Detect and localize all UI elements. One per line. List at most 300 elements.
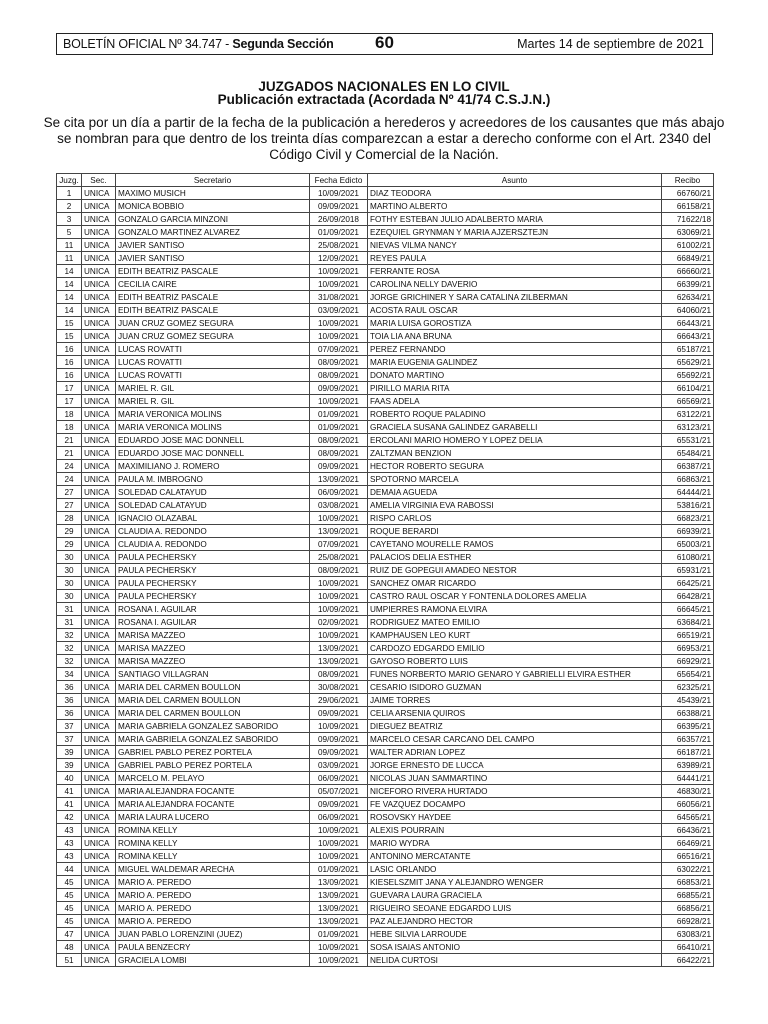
cell-recibo: 45439/21 [662, 694, 714, 707]
cell-secretario: LUCAS ROVATTI [116, 343, 310, 356]
cell-sec: UNICA [82, 928, 116, 941]
cell-secretario: PAULA PECHERSKY [116, 564, 310, 577]
table-row [57, 720, 714, 733]
cell-secretario: ROSANA I. AGUILAR [116, 603, 310, 616]
cell-secretario: PAULA PECHERSKY [116, 590, 310, 603]
table-row [57, 824, 714, 837]
cell-recibo: 66516/21 [662, 850, 714, 863]
cell-fecha: 09/09/2021 [310, 733, 368, 746]
cell-asunto: CAROLINA NELLY DAVERIO [368, 278, 662, 291]
cell-recibo: 66104/21 [662, 382, 714, 395]
table-row [57, 395, 714, 408]
cell-sec: UNICA [82, 642, 116, 655]
cell-fecha: 12/09/2021 [310, 252, 368, 265]
cell-secretario: MARIA DEL CARMEN BOULLON [116, 707, 310, 720]
cell-recibo: 66660/21 [662, 265, 714, 278]
cell-juzg: 47 [57, 928, 82, 941]
cell-recibo: 66158/21 [662, 200, 714, 213]
cell-asunto: TOIA LIA ANA BRUNA [368, 330, 662, 343]
table-row [57, 772, 714, 785]
cell-recibo: 66855/21 [662, 889, 714, 902]
cell-juzg: 29 [57, 538, 82, 551]
cell-juzg: 18 [57, 408, 82, 421]
cell-sec: UNICA [82, 824, 116, 837]
cell-recibo: 63022/21 [662, 863, 714, 876]
cell-recibo: 66425/21 [662, 577, 714, 590]
table-row [57, 941, 714, 954]
cell-juzg: 28 [57, 512, 82, 525]
cell-sec: UNICA [82, 720, 116, 733]
cell-fecha: 05/07/2021 [310, 785, 368, 798]
cell-secretario: EDUARDO JOSE MAC DONNELL [116, 447, 310, 460]
cell-secretario: CLAUDIA A. REDONDO [116, 538, 310, 551]
cell-recibo: 65003/21 [662, 538, 714, 551]
cell-sec: UNICA [82, 603, 116, 616]
cell-fecha: 10/09/2021 [310, 577, 368, 590]
table-row [57, 603, 714, 616]
cell-secretario: MARIO A. PEREDO [116, 902, 310, 915]
cell-fecha: 13/09/2021 [310, 473, 368, 486]
cell-asunto: HECTOR ROBERTO SEGURA [368, 460, 662, 473]
cell-asunto: ZALTZMAN BENZION [368, 447, 662, 460]
cell-recibo: 66422/21 [662, 954, 714, 967]
cell-sec: UNICA [82, 590, 116, 603]
cell-asunto: KAMPHAUSEN LEO KURT [368, 629, 662, 642]
table-row [57, 265, 714, 278]
cell-fecha: 08/09/2021 [310, 447, 368, 460]
cell-juzg: 14 [57, 278, 82, 291]
cell-asunto: NICEFORO RIVERA HURTADO [368, 785, 662, 798]
cell-sec: UNICA [82, 447, 116, 460]
table-row [57, 317, 714, 330]
cell-recibo: 64060/21 [662, 304, 714, 317]
cell-fecha: 10/09/2021 [310, 187, 368, 200]
cell-secretario: MARIA VERONICA MOLINS [116, 408, 310, 421]
cell-juzg: 27 [57, 499, 82, 512]
cell-recibo: 66388/21 [662, 707, 714, 720]
cell-fecha: 10/09/2021 [310, 330, 368, 343]
cell-asunto: CARDOZO EDGARDO EMILIO [368, 642, 662, 655]
cell-secretario: MARIA DEL CARMEN BOULLON [116, 694, 310, 707]
page-subtitle: Publicación extractada (Acordada Nº 41/74 C.S.J.N.) [217, 92, 551, 107]
table-row [57, 616, 714, 629]
table-body [57, 187, 714, 967]
cell-fecha: 01/09/2021 [310, 421, 368, 434]
cell-asunto: JORGE GRICHINER Y SARA CATALINA ZILBERMAN [368, 291, 662, 304]
cell-sec: UNICA [82, 876, 116, 889]
cell-secretario: JUAN PABLO LORENZINI (JUEZ) [116, 928, 310, 941]
cell-sec: UNICA [82, 252, 116, 265]
cell-secretario: MARIA VERONICA MOLINS [116, 421, 310, 434]
cell-fecha: 10/09/2021 [310, 954, 368, 967]
column-header-secretario: Secretario [116, 174, 310, 187]
cell-juzg: 24 [57, 460, 82, 473]
cell-secretario: JAVIER SANTISO [116, 239, 310, 252]
cell-juzg: 5 [57, 226, 82, 239]
cell-asunto: CASTRO RAUL OSCAR Y FONTENLA DOLORES AMELIA [368, 590, 662, 603]
cell-fecha: 02/09/2021 [310, 616, 368, 629]
table-row [57, 759, 714, 772]
cell-fecha: 10/09/2021 [310, 824, 368, 837]
cell-fecha: 01/09/2021 [310, 408, 368, 421]
cell-recibo: 66953/21 [662, 642, 714, 655]
cell-sec: UNICA [82, 915, 116, 928]
cell-recibo: 66760/21 [662, 187, 714, 200]
cell-sec: UNICA [82, 941, 116, 954]
cell-asunto: MARCELO CESAR CARCANO DEL CAMPO [368, 733, 662, 746]
table-row [57, 538, 714, 551]
cell-asunto: EZEQUIEL GRYNMAN Y MARIA AJZERSZTEJN [368, 226, 662, 239]
cell-juzg: 36 [57, 681, 82, 694]
cell-sec: UNICA [82, 525, 116, 538]
cell-secretario: CECILIA CAIRE [116, 278, 310, 291]
table-row [57, 239, 714, 252]
cell-juzg: 45 [57, 902, 82, 915]
cell-recibo: 64441/21 [662, 772, 714, 785]
table-row [57, 252, 714, 265]
cell-recibo: 66519/21 [662, 629, 714, 642]
cell-asunto: FUNES NORBERTO MARIO GENARO Y GABRIELLI ELVIRA ESTHER [368, 668, 662, 681]
cell-juzg: 44 [57, 863, 82, 876]
column-header-fecha-edicto: Fecha Edicto [310, 174, 368, 187]
cell-fecha: 10/09/2021 [310, 629, 368, 642]
cell-recibo: 65692/21 [662, 369, 714, 382]
cell-asunto: RISPO CARLOS [368, 512, 662, 525]
cell-recibo: 66443/21 [662, 317, 714, 330]
table-row [57, 512, 714, 525]
cell-recibo: 63989/21 [662, 759, 714, 772]
cell-sec: UNICA [82, 356, 116, 369]
cell-secretario: GONZALO GARCIA MINZONI [116, 213, 310, 226]
cell-sec: UNICA [82, 655, 116, 668]
cell-secretario: SOLEDAD CALATAYUD [116, 499, 310, 512]
table-row [57, 902, 714, 915]
cell-asunto: MARTINO ALBERTO [368, 200, 662, 213]
cell-secretario: CLAUDIA A. REDONDO [116, 525, 310, 538]
cell-secretario: MAXIMILIANO J. ROMERO [116, 460, 310, 473]
cell-secretario: MARIEL R. GIL [116, 382, 310, 395]
cell-recibo: 64444/21 [662, 486, 714, 499]
cell-juzg: 14 [57, 265, 82, 278]
cell-juzg: 51 [57, 954, 82, 967]
cell-fecha: 10/09/2021 [310, 265, 368, 278]
cell-juzg: 27 [57, 486, 82, 499]
cell-fecha: 01/09/2021 [310, 863, 368, 876]
cell-sec: UNICA [82, 395, 116, 408]
cell-sec: UNICA [82, 434, 116, 447]
cell-asunto: NELIDA CURTOSI [368, 954, 662, 967]
cell-recibo: 64565/21 [662, 811, 714, 824]
table-row [57, 655, 714, 668]
cell-juzg: 16 [57, 369, 82, 382]
cell-fecha: 29/06/2021 [310, 694, 368, 707]
cell-fecha: 13/09/2021 [310, 642, 368, 655]
cell-recibo: 63684/21 [662, 616, 714, 629]
cell-fecha: 06/09/2021 [310, 486, 368, 499]
cell-fecha: 10/09/2021 [310, 720, 368, 733]
cell-recibo: 66645/21 [662, 603, 714, 616]
cell-fecha: 10/09/2021 [310, 317, 368, 330]
cell-juzg: 18 [57, 421, 82, 434]
cell-fecha: 03/09/2021 [310, 759, 368, 772]
cell-juzg: 30 [57, 551, 82, 564]
cell-recibo: 62634/21 [662, 291, 714, 304]
cell-asunto: ACOSTA RAUL OSCAR [368, 304, 662, 317]
cell-asunto: FOTHY ESTEBAN JULIO ADALBERTO MARIA [368, 213, 662, 226]
cell-sec: UNICA [82, 304, 116, 317]
cell-juzg: 37 [57, 733, 82, 746]
table-row [57, 733, 714, 746]
cell-juzg: 30 [57, 564, 82, 577]
cell-recibo: 66357/21 [662, 733, 714, 746]
table-row [57, 811, 714, 824]
table-row [57, 473, 714, 486]
table-row [57, 213, 714, 226]
cell-asunto: ROSOVSKY HAYDEE [368, 811, 662, 824]
cell-secretario: EDITH BEATRIZ PASCALE [116, 291, 310, 304]
cell-asunto: PIRILLO MARIA RITA [368, 382, 662, 395]
cell-recibo: 63069/21 [662, 226, 714, 239]
cell-secretario: EDUARDO JOSE MAC DONNELL [116, 434, 310, 447]
cell-asunto: UMPIERRES RAMONA ELVIRA [368, 603, 662, 616]
table-row [57, 499, 714, 512]
cell-asunto: DEMAIA AGUEDA [368, 486, 662, 499]
cell-asunto: FERRANTE ROSA [368, 265, 662, 278]
table-row [57, 408, 714, 421]
cell-asunto: ANTONINO MERCATANTE [368, 850, 662, 863]
cell-fecha: 09/09/2021 [310, 382, 368, 395]
cell-fecha: 31/08/2021 [310, 291, 368, 304]
table-row [57, 200, 714, 213]
cell-secretario: GABRIEL PABLO PEREZ PORTELA [116, 759, 310, 772]
table-row [57, 889, 714, 902]
cell-recibo: 66856/21 [662, 902, 714, 915]
cell-sec: UNICA [82, 226, 116, 239]
cell-secretario: MARIEL R. GIL [116, 395, 310, 408]
cell-juzg: 42 [57, 811, 82, 824]
cell-secretario: MARIO A. PEREDO [116, 876, 310, 889]
table-row [57, 486, 714, 499]
gazette-header [56, 33, 713, 55]
table-row [57, 369, 714, 382]
cell-secretario: MARIA ALEJANDRA FOCANTE [116, 798, 310, 811]
cell-juzg: 17 [57, 395, 82, 408]
cell-secretario: MARCELO M. PELAYO [116, 772, 310, 785]
cell-juzg: 11 [57, 252, 82, 265]
table-row [57, 525, 714, 538]
cell-asunto: PAZ ALEJANDRO HECTOR [368, 915, 662, 928]
cell-asunto: SANCHEZ OMAR RICARDO [368, 577, 662, 590]
cell-juzg: 32 [57, 642, 82, 655]
cell-secretario: JUAN CRUZ GOMEZ SEGURA [116, 317, 310, 330]
cell-secretario: SOLEDAD CALATAYUD [116, 486, 310, 499]
table-row [57, 590, 714, 603]
cell-juzg: 32 [57, 629, 82, 642]
cell-fecha: 26/09/2018 [310, 213, 368, 226]
cell-recibo: 61002/21 [662, 239, 714, 252]
cell-sec: UNICA [82, 629, 116, 642]
cell-fecha: 13/09/2021 [310, 525, 368, 538]
cell-sec: UNICA [82, 772, 116, 785]
cell-recibo: 66643/21 [662, 330, 714, 343]
cell-asunto: ROBERTO ROQUE PALADINO [368, 408, 662, 421]
cell-asunto: ERCOLANI MARIO HOMERO Y LOPEZ DELIA [368, 434, 662, 447]
cell-sec: UNICA [82, 213, 116, 226]
cell-asunto: CAYETANO MOURELLE RAMOS [368, 538, 662, 551]
edicts-table [56, 173, 714, 967]
cell-sec: UNICA [82, 681, 116, 694]
cell-recibo: 66395/21 [662, 720, 714, 733]
table-row [57, 707, 714, 720]
cell-recibo: 66853/21 [662, 876, 714, 889]
cell-fecha: 09/09/2021 [310, 798, 368, 811]
cell-juzg: 30 [57, 577, 82, 590]
cell-asunto: DONATO MARTINO [368, 369, 662, 382]
cell-fecha: 08/09/2021 [310, 668, 368, 681]
page-title: JUZGADOS NACIONALES EN LO CIVIL [258, 79, 510, 94]
cell-secretario: IGNACIO OLAZABAL [116, 512, 310, 525]
cell-sec: UNICA [82, 239, 116, 252]
cell-fecha: 10/09/2021 [310, 395, 368, 408]
cell-juzg: 45 [57, 876, 82, 889]
cell-asunto: FE VAZQUEZ DOCAMPO [368, 798, 662, 811]
cell-recibo: 66863/21 [662, 473, 714, 486]
cell-sec: UNICA [82, 369, 116, 382]
cell-fecha: 08/09/2021 [310, 356, 368, 369]
cell-juzg: 17 [57, 382, 82, 395]
table-row [57, 434, 714, 447]
cell-juzg: 43 [57, 824, 82, 837]
cell-sec: UNICA [82, 759, 116, 772]
cell-asunto: ROQUE BERARDI [368, 525, 662, 538]
cell-fecha: 10/09/2021 [310, 278, 368, 291]
cell-fecha: 09/09/2021 [310, 460, 368, 473]
cell-juzg: 48 [57, 941, 82, 954]
cell-fecha: 07/09/2021 [310, 343, 368, 356]
cell-juzg: 39 [57, 759, 82, 772]
cell-secretario: LUCAS ROVATTI [116, 356, 310, 369]
cell-juzg: 21 [57, 434, 82, 447]
cell-secretario: MARIA DEL CARMEN BOULLON [116, 681, 310, 694]
column-header-recibo: Recibo [662, 174, 714, 187]
cell-juzg: 41 [57, 785, 82, 798]
cell-sec: UNICA [82, 850, 116, 863]
cell-juzg: 14 [57, 304, 82, 317]
cell-secretario: ROSANA I. AGUILAR [116, 616, 310, 629]
cell-secretario: MIGUEL WALDEMAR ARECHA [116, 863, 310, 876]
cell-juzg: 16 [57, 356, 82, 369]
cell-fecha: 10/09/2021 [310, 590, 368, 603]
cell-secretario: JUAN CRUZ GOMEZ SEGURA [116, 330, 310, 343]
table-row [57, 564, 714, 577]
cell-juzg: 36 [57, 707, 82, 720]
table-row [57, 694, 714, 707]
cell-recibo: 61080/21 [662, 551, 714, 564]
table-row [57, 356, 714, 369]
column-header-sec: Sec. [82, 174, 116, 187]
cell-recibo: 53816/21 [662, 499, 714, 512]
cell-secretario: PAULA BENZECRY [116, 941, 310, 954]
cell-juzg: 31 [57, 616, 82, 629]
cell-juzg: 41 [57, 798, 82, 811]
cell-sec: UNICA [82, 798, 116, 811]
table-row [57, 226, 714, 239]
cell-asunto: HEBE SILVIA LARROUDE [368, 928, 662, 941]
cell-fecha: 13/09/2021 [310, 876, 368, 889]
cell-fecha: 08/09/2021 [310, 369, 368, 382]
cell-juzg: 31 [57, 603, 82, 616]
cell-sec: UNICA [82, 694, 116, 707]
cell-secretario: MARISA MAZZEO [116, 629, 310, 642]
cell-recibo: 66387/21 [662, 460, 714, 473]
header-date: Martes 14 de septiembre de 2021 [517, 37, 704, 51]
cell-asunto: MARIO WYDRA [368, 837, 662, 850]
cell-juzg: 45 [57, 889, 82, 902]
cell-fecha: 01/09/2021 [310, 226, 368, 239]
cell-sec: UNICA [82, 538, 116, 551]
cell-sec: UNICA [82, 473, 116, 486]
cell-asunto: DIAZ TEODORA [368, 187, 662, 200]
table-row [57, 460, 714, 473]
cell-secretario: MARIA GABRIELA GONZALEZ SABORIDO [116, 720, 310, 733]
cell-sec: UNICA [82, 499, 116, 512]
cell-asunto: RODRIGUEZ MATEO EMILIO [368, 616, 662, 629]
cell-asunto: SOSA ISAIAS ANTONIO [368, 941, 662, 954]
table-row [57, 863, 714, 876]
cell-asunto: NICOLAS JUAN SAMMARTINO [368, 772, 662, 785]
cell-sec: UNICA [82, 668, 116, 681]
cell-juzg: 37 [57, 720, 82, 733]
cell-sec: UNICA [82, 408, 116, 421]
cell-sec: UNICA [82, 486, 116, 499]
cell-asunto: GUEVARA LAURA GRACIELA [368, 889, 662, 902]
cell-recibo: 66929/21 [662, 655, 714, 668]
cell-sec: UNICA [82, 421, 116, 434]
cell-recibo: 63083/21 [662, 928, 714, 941]
cell-secretario: MONICA BOBBIO [116, 200, 310, 213]
table-row [57, 577, 714, 590]
cell-fecha: 09/09/2021 [310, 200, 368, 213]
cell-asunto: ALEXIS POURRAIN [368, 824, 662, 837]
cell-juzg: 2 [57, 200, 82, 213]
cell-juzg: 45 [57, 915, 82, 928]
cell-secretario: MARIA ALEJANDRA FOCANTE [116, 785, 310, 798]
cell-juzg: 36 [57, 694, 82, 707]
header-boletin: BOLETÍN OFICIAL Nº 34.747 - [63, 37, 230, 51]
table-row [57, 746, 714, 759]
intro-paragraph: Se cita por un día a partir de la fecha de la publicación a herederos y acreedores de los causantes que más abajo se nombran para que dentro de los treinta días comparezcan a estar a derecho conforme con el Art. 2340 del Código Civil y Comercial de la Nación. [43, 115, 725, 162]
cell-juzg: 21 [57, 447, 82, 460]
cell-secretario: GONZALO MARTINEZ ALVAREZ [116, 226, 310, 239]
table-row [57, 668, 714, 681]
cell-fecha: 01/09/2021 [310, 928, 368, 941]
table-row [57, 291, 714, 304]
cell-fecha: 10/09/2021 [310, 837, 368, 850]
table-row [57, 798, 714, 811]
cell-sec: UNICA [82, 382, 116, 395]
cell-recibo: 66056/21 [662, 798, 714, 811]
cell-sec: UNICA [82, 200, 116, 213]
cell-secretario: JAVIER SANTISO [116, 252, 310, 265]
cell-recibo: 66410/21 [662, 941, 714, 954]
table-row [57, 447, 714, 460]
cell-recibo: 66436/21 [662, 824, 714, 837]
cell-recibo: 66399/21 [662, 278, 714, 291]
cell-recibo: 66469/21 [662, 837, 714, 850]
cell-sec: UNICA [82, 707, 116, 720]
cell-juzg: 40 [57, 772, 82, 785]
cell-fecha: 07/09/2021 [310, 538, 368, 551]
